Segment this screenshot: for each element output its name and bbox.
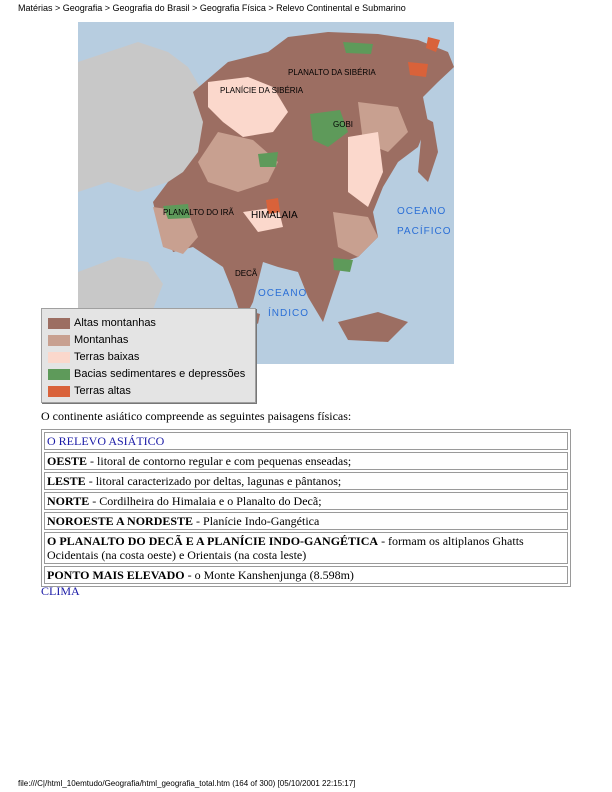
label-oceano-indico-1: OCEANO	[258, 288, 308, 299]
table-row	[44, 492, 568, 510]
legend-swatch-montanhas	[48, 335, 70, 346]
row-desc: - litoral caracterizado por deltas, lagunas e pântanos;	[85, 474, 342, 488]
label-planicie-siberia: PLANÍCIE DA SIBÉRIA	[220, 86, 304, 95]
table-cell	[44, 472, 568, 490]
table-cell	[44, 532, 568, 564]
label-planalto-siberia: PLANALTO DA SIBÉRIA	[288, 68, 376, 77]
table-row	[44, 472, 568, 490]
row-term: PONTO MAIS ELEVADO	[47, 568, 185, 582]
map-legend	[41, 308, 256, 403]
label-oceano-indico-2: ÍNDICO	[268, 308, 309, 319]
label-oceano-pacifico-2: PACÍFICO	[397, 226, 452, 237]
legend-swatch-terras-baixas	[48, 352, 70, 363]
legend-swatch-terras-altas	[48, 386, 70, 397]
table-header: O RELEVO ASIÁTICO	[44, 432, 568, 450]
table-cell	[44, 452, 568, 470]
legend-label: Bacias sedimentares e depressões	[74, 368, 246, 380]
legend-item	[48, 316, 156, 330]
basin-se	[333, 258, 353, 272]
table-cell	[44, 566, 568, 584]
row-desc: - Cordilheira do Himalaia e o Planalto do Decã;	[89, 494, 322, 508]
row-term: LESTE	[47, 474, 86, 488]
clima-link[interactable]: CLIMA	[41, 584, 80, 598]
row-desc: - Planície Indo-Gangética	[193, 514, 320, 528]
legend-item	[48, 350, 139, 364]
legend-item	[48, 333, 128, 347]
row-term: NOROESTE A NORDESTE	[47, 514, 194, 528]
row-desc: - o Monte Kanshenjunga (8.598m)	[184, 568, 354, 582]
legend-label: Altas montanhas	[74, 317, 156, 329]
row-desc: - litoral de contorno regular e com pequenas enseadas;	[87, 454, 352, 468]
label-planalto-ira: PLANALTO DO IRÃ	[163, 208, 234, 217]
relief-table	[41, 429, 571, 587]
legend-swatch-bacias	[48, 369, 70, 380]
table-row	[44, 512, 568, 530]
legend-item	[48, 384, 131, 398]
highland-east	[408, 62, 428, 77]
label-gobi: GOBI	[333, 120, 354, 129]
legend-item	[48, 367, 245, 381]
basin-west	[258, 152, 278, 167]
table-cell	[44, 512, 568, 530]
basin-north	[343, 42, 373, 54]
legend-swatch-altas-montanhas	[48, 318, 70, 329]
table-row	[44, 452, 568, 470]
row-term: NORTE	[47, 494, 90, 508]
row-desc: - formam os altiplanos Ghatts Ocidentais (na costa oeste) e Orientais (na costa leste)	[47, 534, 524, 562]
table-row	[44, 566, 568, 584]
label-oceano-pacifico-1: OCEANO	[397, 206, 447, 217]
label-deca: DECÃ	[235, 269, 258, 278]
breadcrumb: Matérias > Geografia > Geografia do Brasil > Geografia Física > Relevo Continental e Submarino	[18, 3, 406, 13]
legend-label: Terras altas	[74, 385, 131, 397]
row-term: OESTE	[47, 454, 88, 468]
legend-label: Montanhas	[74, 334, 129, 346]
intro-text: O continente asiático compreende as seguintes paisagens físicas:	[41, 409, 352, 423]
table-cell	[44, 492, 568, 510]
row-term: O PLANALTO DO DECÃ E A PLANÍCIE INDO-GANGÉTICA	[47, 534, 379, 548]
table-row	[44, 532, 568, 564]
table-header-row	[44, 432, 568, 450]
label-himalaia: HIMALAIA	[251, 210, 298, 221]
legend-label: Terras baixas	[74, 351, 140, 363]
footer-file-path: file:///C|/html_10emtudo/Geografia/html_geografia_total.htm (164 of 300) [05/10/2001 22:15:17]	[18, 779, 356, 788]
